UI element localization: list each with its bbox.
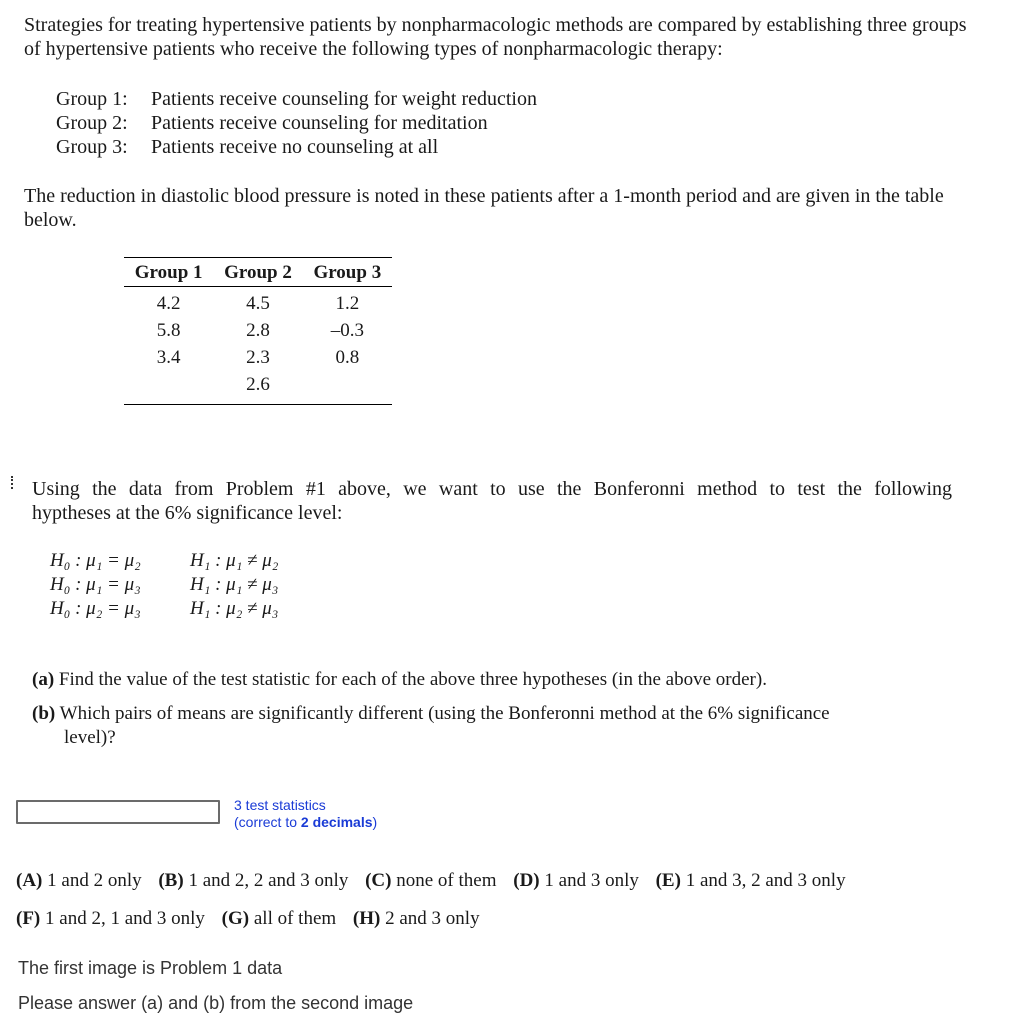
question-a-text: Find the value of the test statistic for each of the above three hypotheses (in the above order). — [58, 669, 767, 690]
choice-text: 1 and 2 only — [47, 870, 142, 891]
choice-text: 1 and 3, 2 and 3 only — [685, 870, 846, 891]
test-statistics-input[interactable] — [18, 802, 218, 822]
null-hypothesis: H₀ : μ₁ = μ₂ — [50, 550, 141, 571]
table-cell — [124, 371, 213, 405]
table-cell: 4.2 — [156, 292, 181, 314]
choice-text: 1 and 3 only — [544, 870, 639, 891]
null-hypothesis: H₀ : μ₁ = μ₃ — [50, 574, 141, 595]
choice-g[interactable] — [222, 908, 337, 929]
group-item — [56, 135, 537, 159]
answer-hint — [234, 797, 377, 831]
choice-letter: (A) — [16, 870, 43, 891]
choice-letter: (E) — [655, 870, 681, 891]
intro-paragraph: Strategies for treating hypertensive patients by nonpharmacologic methods are compared by establishing three groups of hypertensive patients who receive the following types of nonpharmacologic therapy: — [24, 14, 967, 60]
group-item — [56, 87, 537, 111]
choice-text: none of them — [396, 870, 497, 891]
table-cell: 5.8 — [156, 319, 181, 341]
question-b-continuation: level)? — [64, 727, 116, 748]
answer-input-box[interactable] — [16, 800, 220, 824]
alt-hypothesis: H₁ : μ₁ ≠ μ₂ — [190, 550, 279, 571]
choice-f[interactable] — [16, 908, 205, 929]
choice-d[interactable] — [513, 870, 639, 891]
table-cell — [303, 371, 392, 405]
group-label: Group 3: — [56, 136, 128, 158]
problem-line: Using the data from Problem #1 above, we want to use the Bonferonni method to test the following — [32, 478, 952, 500]
hint-line — [234, 814, 377, 831]
alt-hypothesis: H₁ : μ₂ ≠ μ₃ — [190, 598, 279, 619]
question-b-text: Which pairs of means are significantly different (using the Bonferonni method at the 6% significance — [59, 703, 830, 724]
question-a — [32, 668, 767, 692]
choice-e[interactable] — [656, 870, 846, 891]
hint-emphasis: 2 decimals — [300, 814, 373, 830]
choice-text: all of them — [253, 908, 337, 929]
table-row — [124, 371, 392, 405]
hint-line: 3 test statistics — [234, 797, 326, 813]
table-header-row — [124, 258, 392, 287]
choice-letter: (D) — [513, 870, 540, 891]
choice-letter: (H) — [352, 908, 381, 929]
table-cell: –0.3 — [330, 319, 364, 341]
hint-text: ) — [372, 814, 378, 830]
alternative-hypotheses — [190, 549, 278, 621]
group-list — [56, 87, 537, 159]
alt-hypothesis: H₁ : μ₁ ≠ μ₃ — [190, 574, 279, 595]
note-instructions: Please answer (a) and (b) from the second image — [18, 993, 414, 1013]
note-problem-data: The first image is Problem 1 data — [18, 958, 283, 978]
group-label: Group 1: — [56, 88, 128, 110]
table-row — [124, 287, 392, 318]
choice-text: 2 and 3 only — [385, 908, 480, 929]
table-cell: 1.2 — [335, 292, 360, 314]
hint-text: (correct to — [234, 814, 301, 830]
answer-choices — [16, 862, 1006, 938]
column-header: Group 1 — [124, 258, 213, 287]
table-cell: 4.5 — [246, 292, 270, 314]
group-item — [56, 111, 537, 135]
table-row — [124, 344, 392, 371]
question-b-tag: (b) — [32, 703, 56, 724]
choice-letter: (G) — [221, 908, 250, 929]
table-cell: 2.6 — [246, 373, 270, 395]
problem-line: hyptheses at the 6% significance level: — [32, 502, 343, 524]
data-table — [124, 257, 392, 405]
reduction-paragraph: The reduction in diastolic blood pressure is noted in these patients after a 1-month period and are given in the table below. — [24, 185, 944, 231]
table-cell: 2.8 — [246, 319, 270, 341]
choice-text: 1 and 2, 2 and 3 only — [188, 870, 349, 891]
question-b — [32, 702, 952, 750]
choice-text: 1 and 2, 1 and 3 only — [45, 908, 205, 929]
null-hypothesis: H₀ : μ₂ = μ₃ — [50, 598, 141, 619]
column-header: Group 3 — [303, 258, 392, 287]
table-cell: 2.3 — [246, 346, 270, 368]
choice-h[interactable] — [353, 908, 480, 929]
group-description: Patients receive counseling for meditation — [151, 112, 488, 134]
column-header: Group 2 — [213, 258, 302, 287]
null-hypotheses — [50, 549, 141, 621]
choice-letter: (F) — [16, 908, 41, 929]
group-description: Patients receive counseling for weight reduction — [151, 88, 537, 110]
table-row — [124, 317, 392, 344]
choice-b[interactable] — [158, 870, 348, 891]
group-label: Group 2: — [56, 112, 128, 134]
question-a-tag: (a) — [32, 669, 55, 690]
choice-a[interactable] — [16, 870, 142, 891]
choice-letter: (C) — [365, 870, 392, 891]
table-cell: 0.8 — [335, 346, 360, 368]
problem-statement — [32, 477, 952, 525]
choice-letter: (B) — [158, 870, 184, 891]
group-description: Patients receive no counseling at all — [151, 136, 439, 158]
choice-c[interactable] — [365, 870, 496, 891]
margin-marker — [11, 476, 15, 489]
table-cell: 3.4 — [156, 346, 181, 368]
